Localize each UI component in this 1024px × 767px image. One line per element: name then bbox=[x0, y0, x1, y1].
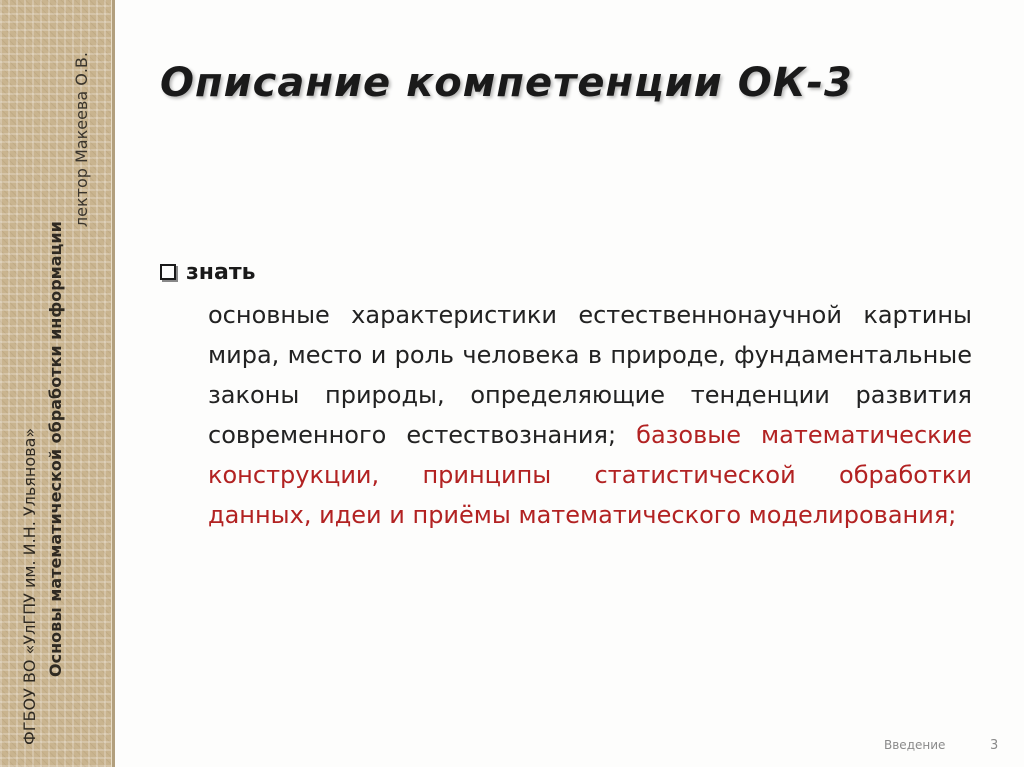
footer-section: Введение bbox=[884, 738, 946, 752]
side-band bbox=[0, 0, 115, 767]
body-text-highlight: базовые математические конструкции, принципы статистической обработки данных, идеи и приёмы математического моделирования; bbox=[208, 421, 972, 529]
body-paragraph bbox=[208, 295, 972, 535]
checkbox-bullet-icon bbox=[160, 264, 176, 280]
course-title: Основы математической обработки информации bbox=[46, 221, 65, 677]
page-number: 3 bbox=[990, 738, 999, 753]
slide-title: Описание компетенции ОК-3 bbox=[160, 60, 853, 106]
lecturer-label: лектор Макеева О.В. bbox=[72, 52, 91, 228]
content-block bbox=[160, 255, 972, 535]
bullet-label: знать bbox=[186, 259, 256, 285]
side-text bbox=[0, 0, 112, 767]
university-label: ФГБОУ ВО «УлГПУ им. И.Н. Ульянова» bbox=[20, 427, 39, 745]
bullet-heading bbox=[160, 255, 972, 289]
body-text-plain: основные характеристики естественнонаучной картины мира, место и роль человека в природе, фундаментальные законы природы, определяющие тенденции развития современного естествознания; bbox=[208, 301, 972, 449]
